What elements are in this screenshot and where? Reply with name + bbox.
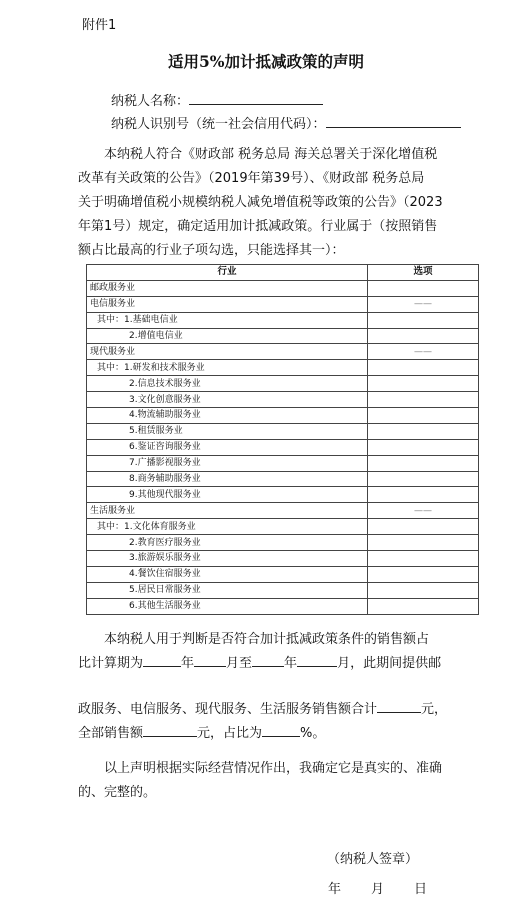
calc-text: 年 (284, 656, 298, 671)
table-row (87, 376, 479, 392)
option-cell[interactable] (368, 408, 479, 424)
table-row (87, 471, 479, 487)
intro-line: 关于明确增值税小规模纳税人减免增值税等政策的公告》（2023 (78, 195, 443, 210)
attachment-label: 附件1 (82, 18, 117, 33)
option-cell[interactable] (368, 439, 479, 455)
table-row (87, 296, 479, 312)
table-row (87, 535, 479, 551)
intro-line: 年第1号）规定，确定适用加计抵减政策。行业属于（按照销售 (78, 219, 438, 234)
taxpayer-id-label: 纳税人识别号（统一社会信用代码）： (111, 117, 326, 132)
option-cell[interactable] (368, 423, 479, 439)
option-cell[interactable] (368, 312, 479, 328)
table-row (87, 582, 479, 598)
industry-cell: 2.增值电信业 (87, 328, 368, 344)
table-row (87, 566, 479, 582)
table-row (87, 392, 479, 408)
calc-text: 比计算期为 (78, 656, 144, 671)
option-cell: —— (368, 503, 479, 519)
table-row (87, 439, 479, 455)
table-row (87, 455, 479, 471)
option-header: 选项 (368, 265, 479, 281)
table-row (87, 487, 479, 503)
table-row (87, 280, 479, 296)
calc-text: 全部销售额 (78, 726, 144, 741)
industry-cell: 2.信息技术服务业 (87, 376, 368, 392)
industry-cell: 6.其他生活服务业 (87, 598, 368, 614)
option-cell[interactable] (368, 360, 479, 376)
industry-table (86, 264, 479, 615)
industry-cell: 5.居民日常服务业 (87, 582, 368, 598)
industry-cell: 8.商务辅助服务业 (87, 471, 368, 487)
calc-line (78, 698, 490, 722)
industry-cell: 2.教育医疗服务业 (87, 535, 368, 551)
calc-paragraph (78, 628, 490, 676)
date-day-label: 日 (414, 882, 428, 897)
taxpayer-name-blank[interactable] (189, 91, 323, 105)
calc-text: 年 (181, 656, 195, 671)
table-row (87, 312, 479, 328)
intro-line: 本纳税人符合《财政部 税务总局 海关总署关于深化增值税 (104, 147, 438, 162)
closing-paragraph (78, 757, 490, 805)
industry-cell: 4.餐饮住宿服务业 (87, 566, 368, 582)
option-cell[interactable] (368, 535, 479, 551)
option-cell[interactable] (368, 582, 479, 598)
calc-text: 月 (337, 656, 351, 671)
option-cell[interactable] (368, 487, 479, 503)
calc-text: ，此期间提供邮 (350, 656, 442, 671)
option-cell[interactable] (368, 376, 479, 392)
option-cell[interactable] (368, 328, 479, 344)
calc-text: 元， (421, 702, 448, 717)
taxpayer-name-row (111, 90, 323, 109)
industry-cell: 9.其他现代服务业 (87, 487, 368, 503)
table-row (87, 360, 479, 376)
table-row (87, 551, 479, 567)
table-row (87, 328, 479, 344)
industry-cell: 生活服务业 (87, 503, 368, 519)
calc-line (78, 722, 490, 746)
option-cell[interactable] (368, 519, 479, 535)
industry-cell: 3.文化创意服务业 (87, 392, 368, 408)
option-cell: —— (368, 344, 479, 360)
calc-text: %。 (300, 726, 326, 741)
taxpayer-name-label: 纳税人名称： (111, 94, 190, 109)
end-year-blank[interactable] (252, 652, 284, 667)
industry-cell: 其中：1.基础电信业 (87, 312, 368, 328)
option-cell[interactable] (368, 392, 479, 408)
calc-text: 元，占比为 (197, 726, 263, 741)
option-cell: —— (368, 296, 479, 312)
industry-cell: 电信服务业 (87, 296, 368, 312)
table-row (87, 598, 479, 614)
option-cell[interactable] (368, 455, 479, 471)
table-row (87, 503, 479, 519)
taxpayer-id-blank[interactable] (326, 114, 461, 128)
signature-label: （纳税人签章） (327, 852, 419, 867)
table-header-row (87, 265, 479, 281)
industry-cell: 3.旅游娱乐服务业 (87, 551, 368, 567)
sales-total-blank[interactable] (377, 698, 421, 713)
date-year-label: 年 (328, 882, 342, 897)
calc-text: 月至 (226, 656, 253, 671)
closing-line: 以上声明根据实际经营情况作出，我确定它是真实的、准确 (104, 761, 443, 776)
option-cell[interactable] (368, 551, 479, 567)
calc-paragraph-2 (78, 698, 490, 746)
page-title: 适用5%加计抵减政策的声明 (167, 52, 364, 71)
option-cell[interactable] (368, 566, 479, 582)
industry-cell: 其中：1.研发和技术服务业 (87, 360, 368, 376)
table-row (87, 519, 479, 535)
intro-paragraph (78, 143, 490, 263)
calc-text: 政服务、电信服务、现代服务、生活服务销售额合计 (78, 702, 378, 717)
table-row (87, 344, 479, 360)
industry-cell: 其中：1.文化体育服务业 (87, 519, 368, 535)
option-cell[interactable] (368, 471, 479, 487)
industry-cell: 5.租赁服务业 (87, 423, 368, 439)
closing-line: 的、完整的。 (78, 785, 157, 800)
all-sales-blank[interactable] (143, 722, 197, 737)
taxpayer-id-row (111, 113, 461, 132)
calc-line: 本纳税人用于判断是否符合加计抵减政策条件的销售额占 (104, 632, 430, 647)
table-row (87, 408, 479, 424)
ratio-blank[interactable] (262, 722, 300, 737)
option-cell[interactable] (368, 280, 479, 296)
option-cell[interactable] (368, 598, 479, 614)
industry-cell: 7.广播影视服务业 (87, 455, 368, 471)
end-month-blank[interactable] (297, 652, 337, 667)
industry-cell: 现代服务业 (87, 344, 368, 360)
intro-line: 改革有关政策的公告》（2019年第39号）、《财政部 税务总局 (78, 171, 425, 186)
table-row (87, 423, 479, 439)
start-year-blank[interactable] (143, 652, 181, 667)
industry-cell: 邮政服务业 (87, 280, 368, 296)
industry-header: 行业 (87, 265, 368, 281)
industry-cell: 4.物流辅助服务业 (87, 408, 368, 424)
industry-cell: 6.鉴证咨询服务业 (87, 439, 368, 455)
intro-line: 额占比最高的行业子项勾选，只能选择其一）： (78, 243, 345, 258)
date-line (328, 878, 427, 897)
calc-line (78, 652, 490, 676)
date-month-label: 月 (371, 882, 385, 897)
start-month-blank[interactable] (194, 652, 226, 667)
